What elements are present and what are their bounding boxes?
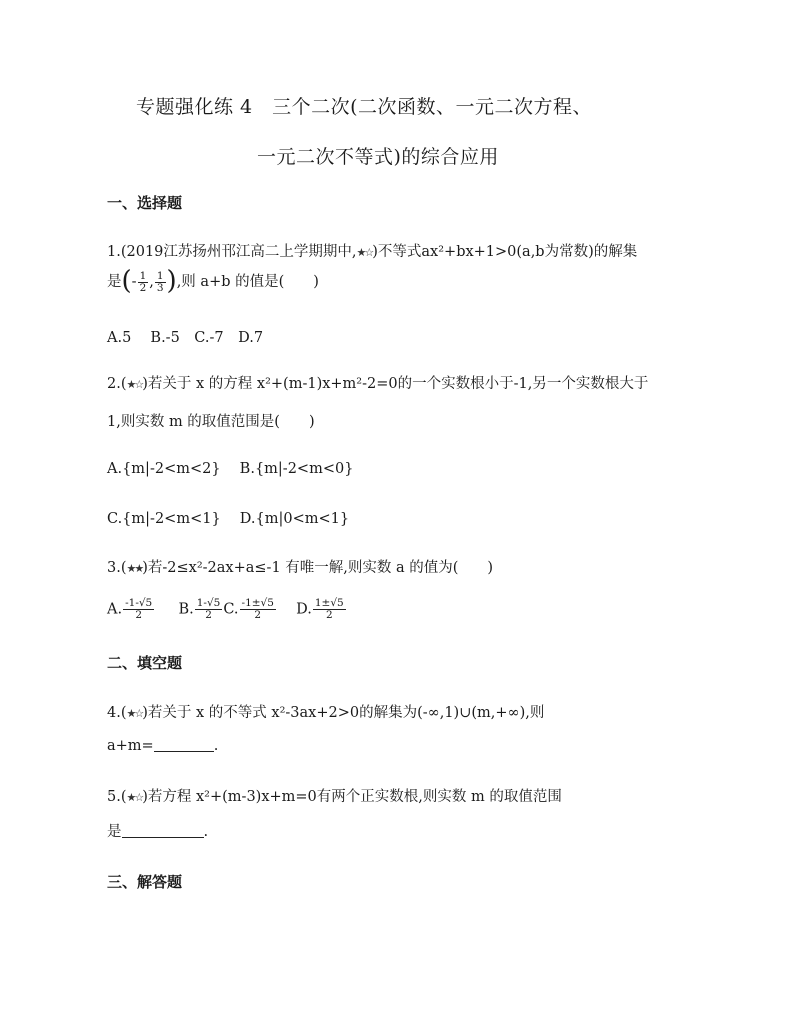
option-c-label: C. (223, 601, 239, 618)
fraction-one-third: $\frac{1}{3}$ (156, 269, 164, 294)
option-a-fraction: $\frac{-1-√5}{2}$ (125, 597, 153, 621)
section-choice-heading: 一、选择题 (107, 194, 183, 212)
question-2-options-ab: A.{m|-2<m<2} B.{m|-2<m<0} (107, 461, 354, 477)
option-c-fraction: $\frac{-1\pm√5}{2}$ (241, 597, 274, 621)
question-2-options-cd: C.{m|-2<m<1} D.{m|0<m<1} (107, 511, 350, 527)
question-4-period: . (213, 738, 219, 754)
question-1-line2 (107, 266, 319, 296)
question-1-line1 (107, 240, 637, 261)
option-b-label: B. (178, 601, 194, 618)
fraction-one-half: $\frac{1}{2}$ (139, 269, 147, 294)
question-5-text: )若方程 x²+(m-3)x+m=0有两个正实数根,则实数 m 的取值范围 (142, 789, 562, 805)
question-2-prefix: 2.( (107, 376, 127, 392)
question-4-line2-text: a+m= (107, 738, 154, 754)
question-5-line2 (107, 820, 208, 841)
question-1-options: A.5 B.-5 C.-7 D.7 (107, 330, 264, 346)
question-2-line2: 1,则实数 m 的取值范围是( ) (107, 414, 315, 430)
question-5-period: . (203, 824, 209, 840)
question-3-line1 (107, 556, 493, 577)
question-1-line2-suffix: ,则 a+b 的值是( ) (176, 274, 319, 290)
question-3-text: )若-2≤x²-2ax+a≤-1 有唯一解,则实数 a 的值为( ) (142, 560, 494, 576)
question-5-line2-text: 是 (107, 824, 122, 840)
interval-comma: , (149, 274, 154, 290)
question-4-text: )若关于 x 的不等式 x²-3ax+2>0的解集为(-∞,1)∪(m,+∞),则 (142, 705, 545, 721)
question-1-text: )不等式ax²+bx+1>0(a,b为常数)的解集 (372, 244, 638, 260)
option-a-label: A. (107, 601, 123, 618)
interval-minus: - (131, 274, 137, 290)
answer-blank[interactable] (122, 823, 204, 838)
page-title-line2: 一元二次不等式)的综合应用 (257, 146, 499, 168)
option-d-fraction: $\frac{1\pm√5}{2}$ (314, 597, 344, 621)
question-3-prefix: 3.( (107, 560, 127, 576)
section-fill-heading: 二、填空题 (107, 654, 183, 672)
question-4-line2 (107, 737, 218, 754)
question-4-prefix: 4.( (107, 705, 127, 721)
option-d-label: D. (296, 601, 312, 618)
question-5-line1 (107, 785, 562, 806)
question-4-line1 (107, 701, 544, 722)
interval-open-paren: ( (121, 266, 132, 296)
difficulty-stars-icon: ★☆ (126, 707, 143, 720)
interval-close-paren: ) (166, 266, 177, 296)
answer-blank[interactable] (154, 737, 214, 752)
option-b-fraction: $\frac{1-√5}{2}$ (196, 597, 221, 621)
question-1-line2-prefix: 是 (107, 274, 122, 290)
question-5-prefix: 5.( (107, 789, 127, 805)
question-3-options (107, 598, 347, 621)
difficulty-stars-icon: ★☆ (356, 246, 373, 259)
difficulty-stars-icon: ★★ (126, 562, 143, 575)
difficulty-stars-icon: ★☆ (126, 791, 143, 804)
question-1-prefix: 1.(2019江苏扬州邗江高二上学期期中, (107, 244, 357, 260)
question-2-text: )若关于 x 的方程 x²+(m-1)x+m²-2=0的一个实数根小于-1,另一个实数根大于 (142, 376, 649, 392)
section-answer-heading: 三、解答题 (107, 873, 183, 891)
difficulty-stars-icon: ★☆ (126, 378, 143, 391)
page-title-line1: 专题强化练 4 三个二次(二次函数、一元二次方程、 (136, 96, 593, 118)
question-2-line1 (107, 372, 648, 393)
